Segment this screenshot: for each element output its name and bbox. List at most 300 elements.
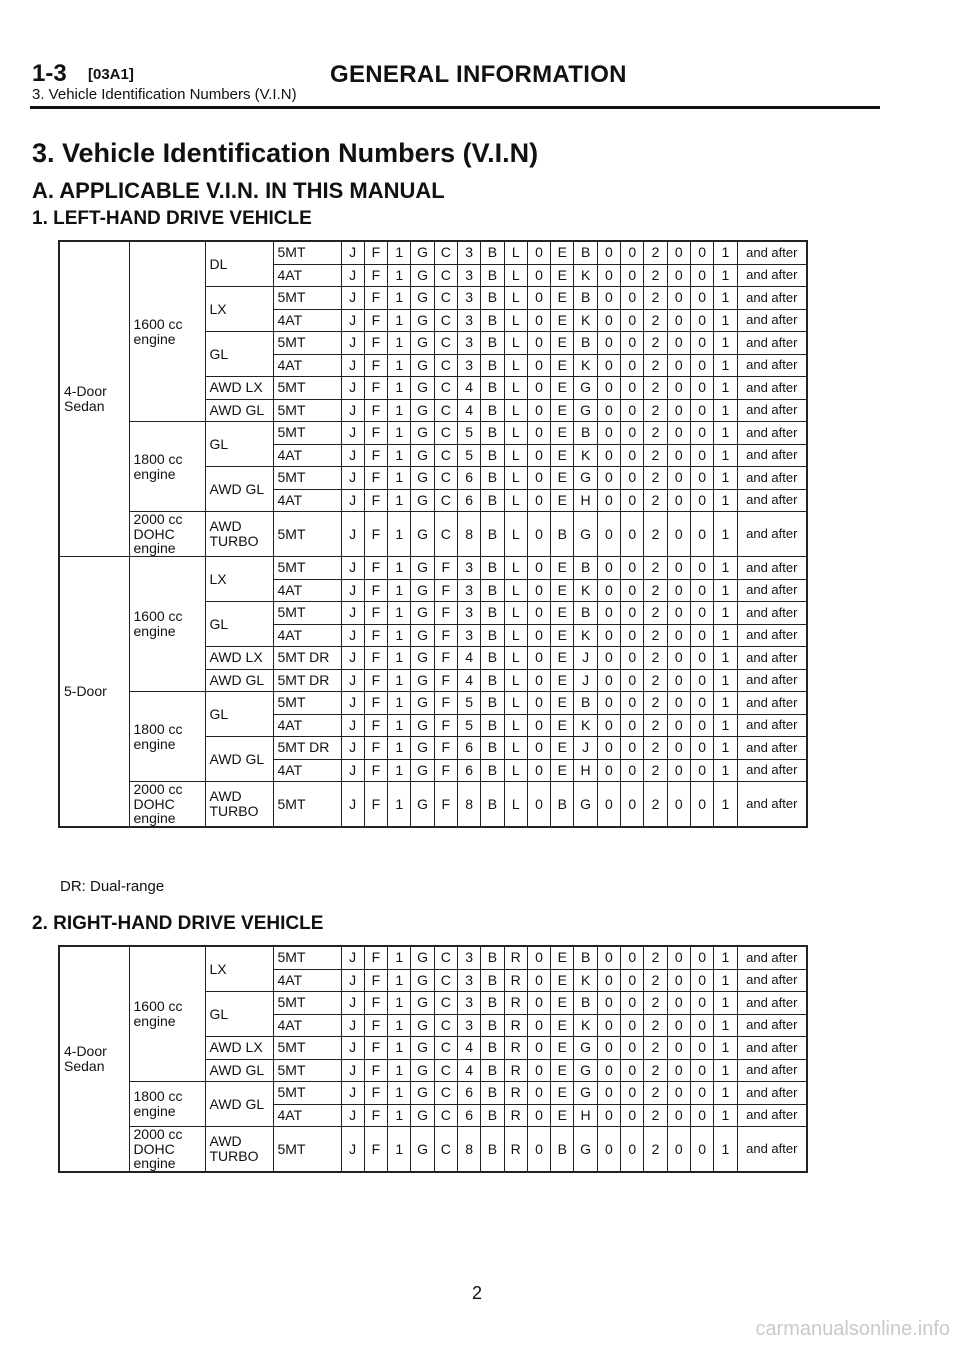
- vin-char-cell: F: [364, 737, 387, 760]
- vin-char-cell: B: [481, 467, 504, 490]
- vin-char-cell: 0: [527, 1059, 550, 1082]
- vin-char-cell: F: [364, 354, 387, 377]
- transmission-cell: 4AT: [273, 624, 341, 647]
- vin-char-cell: F: [434, 669, 457, 692]
- vin-char-cell: G: [574, 782, 597, 828]
- vin-char-cell: 2: [644, 946, 667, 969]
- engine-cell: 1800 cc engine: [129, 1082, 205, 1127]
- vin-char-cell: F: [364, 782, 387, 828]
- vin-char-cell: 0: [597, 714, 620, 737]
- vin-char-cell: F: [364, 332, 387, 355]
- serial-suffix-cell: and after: [737, 264, 807, 287]
- vin-char-cell: 0: [621, 512, 644, 557]
- vin-char-cell: 1: [714, 377, 737, 400]
- vin-char-cell: J: [341, 1059, 364, 1082]
- vin-char-cell: 3: [457, 241, 480, 264]
- vin-char-cell: B: [574, 992, 597, 1015]
- vin-char-cell: 4: [457, 647, 480, 670]
- vin-char-cell: 0: [597, 969, 620, 992]
- vin-char-cell: G: [411, 287, 434, 310]
- vin-char-cell: 1: [714, 264, 737, 287]
- vin-char-cell: 0: [597, 1082, 620, 1105]
- body-type-cell: 4-Door Sedan: [59, 241, 129, 557]
- vin-char-cell: 0: [597, 332, 620, 355]
- vin-char-cell: 0: [690, 946, 713, 969]
- vin-char-cell: 0: [690, 692, 713, 715]
- table-row: [59, 557, 807, 580]
- vin-char-cell: 0: [621, 377, 644, 400]
- vin-char-cell: F: [434, 782, 457, 828]
- vin-char-cell: 0: [621, 602, 644, 625]
- vin-char-cell: 1: [388, 332, 411, 355]
- vin-char-cell: 1: [714, 624, 737, 647]
- vin-char-cell: E: [551, 557, 574, 580]
- vin-char-cell: R: [504, 969, 527, 992]
- vin-char-cell: J: [341, 467, 364, 490]
- vin-char-cell: 0: [597, 309, 620, 332]
- transmission-cell: 4AT: [273, 309, 341, 332]
- model-cell: AWD TURBO: [205, 782, 273, 828]
- serial-suffix-cell: and after: [737, 579, 807, 602]
- vin-char-cell: J: [341, 422, 364, 445]
- table-row: [59, 1127, 807, 1173]
- vin-char-cell: 0: [690, 782, 713, 828]
- transmission-cell: 5MT: [273, 512, 341, 557]
- serial-suffix-cell: and after: [737, 1014, 807, 1037]
- vin-char-cell: G: [411, 1014, 434, 1037]
- vin-char-cell: F: [364, 1104, 387, 1127]
- vin-char-cell: F: [364, 669, 387, 692]
- vin-char-cell: 0: [597, 399, 620, 422]
- vin-char-cell: 0: [667, 1014, 690, 1037]
- vin-char-cell: 0: [621, 444, 644, 467]
- vin-char-cell: 0: [690, 602, 713, 625]
- vin-char-cell: E: [551, 287, 574, 310]
- vin-char-cell: F: [364, 1082, 387, 1105]
- transmission-cell: 5MT: [273, 467, 341, 490]
- dual-range-note: DR: Dual-range: [60, 878, 165, 895]
- vin-char-cell: 0: [667, 669, 690, 692]
- model-cell: AWD GL: [205, 399, 273, 422]
- vin-char-cell: C: [434, 1014, 457, 1037]
- vin-char-cell: E: [551, 332, 574, 355]
- vin-char-cell: E: [551, 692, 574, 715]
- vin-char-cell: C: [434, 1037, 457, 1060]
- vin-char-cell: 0: [527, 714, 550, 737]
- vin-char-cell: B: [481, 759, 504, 782]
- vin-char-cell: 0: [621, 714, 644, 737]
- vin-char-cell: 0: [597, 1104, 620, 1127]
- transmission-cell: 5MT: [273, 1082, 341, 1105]
- vin-char-cell: J: [341, 399, 364, 422]
- vin-char-cell: 0: [527, 354, 550, 377]
- vin-char-cell: L: [504, 422, 527, 445]
- vin-char-cell: 0: [621, 1014, 644, 1037]
- engine-cell: 1600 cc engine: [129, 946, 205, 1082]
- vin-char-cell: 0: [621, 1104, 644, 1127]
- model-cell: GL: [205, 692, 273, 737]
- vin-char-cell: C: [434, 512, 457, 557]
- vin-char-cell: 0: [667, 354, 690, 377]
- vin-char-cell: L: [504, 759, 527, 782]
- vin-char-cell: J: [341, 969, 364, 992]
- vin-char-cell: E: [551, 399, 574, 422]
- vin-char-cell: H: [574, 489, 597, 512]
- vin-char-cell: B: [481, 1082, 504, 1105]
- vin-char-cell: 5: [457, 714, 480, 737]
- vin-char-cell: 0: [597, 354, 620, 377]
- vin-char-cell: 0: [690, 647, 713, 670]
- vin-char-cell: 0: [690, 377, 713, 400]
- vin-char-cell: G: [411, 1059, 434, 1082]
- vin-char-cell: 1: [714, 1127, 737, 1173]
- vin-char-cell: B: [574, 332, 597, 355]
- vin-char-cell: 0: [527, 287, 550, 310]
- vin-char-cell: G: [574, 1059, 597, 1082]
- vin-char-cell: C: [434, 1059, 457, 1082]
- vin-char-cell: 1: [714, 1082, 737, 1105]
- vin-char-cell: F: [434, 557, 457, 580]
- vin-char-cell: J: [341, 1127, 364, 1173]
- vin-char-cell: 1: [388, 354, 411, 377]
- vin-char-cell: 0: [527, 782, 550, 828]
- vin-char-cell: 1: [714, 692, 737, 715]
- vin-char-cell: 1: [388, 737, 411, 760]
- vin-char-cell: 1: [714, 287, 737, 310]
- vin-char-cell: 0: [690, 241, 713, 264]
- transmission-cell: 4AT: [273, 264, 341, 287]
- vin-char-cell: 0: [690, 354, 713, 377]
- transmission-cell: 5MT: [273, 377, 341, 400]
- vin-char-cell: 0: [621, 399, 644, 422]
- serial-suffix-cell: and after: [737, 969, 807, 992]
- vin-char-cell: 2: [644, 714, 667, 737]
- vin-char-cell: B: [481, 1104, 504, 1127]
- vin-char-cell: B: [481, 624, 504, 647]
- vin-char-cell: 0: [527, 647, 550, 670]
- vin-char-cell: 1: [388, 444, 411, 467]
- vin-char-cell: F: [364, 512, 387, 557]
- vin-char-cell: 0: [667, 692, 690, 715]
- vin-char-cell: 1: [388, 377, 411, 400]
- vin-char-cell: K: [574, 714, 597, 737]
- vin-char-cell: 0: [690, 579, 713, 602]
- vin-char-cell: F: [364, 1014, 387, 1037]
- vin-char-cell: J: [341, 1104, 364, 1127]
- vin-char-cell: L: [504, 557, 527, 580]
- transmission-cell: 5MT: [273, 1059, 341, 1082]
- vin-char-cell: 2: [644, 512, 667, 557]
- vin-char-cell: 0: [690, 969, 713, 992]
- vin-char-cell: 0: [621, 467, 644, 490]
- vin-char-cell: 0: [621, 579, 644, 602]
- vin-char-cell: 0: [527, 241, 550, 264]
- serial-suffix-cell: and after: [737, 714, 807, 737]
- vin-char-cell: G: [411, 1037, 434, 1060]
- vin-char-cell: 1: [388, 692, 411, 715]
- vin-char-cell: 0: [527, 1014, 550, 1037]
- vin-char-cell: 0: [527, 1082, 550, 1105]
- vin-char-cell: 2: [644, 377, 667, 400]
- vin-char-cell: 0: [667, 309, 690, 332]
- vin-char-cell: F: [364, 759, 387, 782]
- vin-char-cell: G: [574, 1127, 597, 1173]
- vin-char-cell: 2: [644, 737, 667, 760]
- vin-char-cell: K: [574, 309, 597, 332]
- engine-cell: 1600 cc engine: [129, 241, 205, 422]
- transmission-cell: 4AT: [273, 1014, 341, 1037]
- rhd-heading: 2. RIGHT-HAND DRIVE VEHICLE: [32, 913, 324, 934]
- vin-char-cell: E: [551, 422, 574, 445]
- vin-char-cell: F: [364, 602, 387, 625]
- vin-char-cell: C: [434, 969, 457, 992]
- vin-char-cell: 0: [527, 444, 550, 467]
- vin-char-cell: G: [411, 354, 434, 377]
- vin-char-cell: C: [434, 992, 457, 1015]
- vin-char-cell: 0: [527, 969, 550, 992]
- vin-char-cell: 0: [690, 264, 713, 287]
- vin-char-cell: 1: [714, 1037, 737, 1060]
- vin-char-cell: F: [364, 946, 387, 969]
- vin-char-cell: 6: [457, 759, 480, 782]
- vin-char-cell: B: [481, 354, 504, 377]
- vin-char-cell: G: [574, 1082, 597, 1105]
- vin-char-cell: 0: [667, 377, 690, 400]
- vin-char-cell: E: [551, 309, 574, 332]
- vin-char-cell: 2: [644, 332, 667, 355]
- vin-char-cell: J: [341, 782, 364, 828]
- vin-char-cell: B: [574, 241, 597, 264]
- vin-char-cell: E: [551, 467, 574, 490]
- vin-char-cell: F: [364, 714, 387, 737]
- vin-char-cell: G: [411, 1127, 434, 1173]
- vin-char-cell: F: [364, 309, 387, 332]
- vin-char-cell: 2: [644, 557, 667, 580]
- vin-char-cell: 1: [388, 422, 411, 445]
- vin-char-cell: 0: [597, 467, 620, 490]
- vin-char-cell: G: [411, 692, 434, 715]
- vin-char-cell: 6: [457, 737, 480, 760]
- vin-char-cell: 6: [457, 1082, 480, 1105]
- vin-char-cell: L: [504, 309, 527, 332]
- vin-char-cell: 0: [621, 489, 644, 512]
- transmission-cell: 5MT: [273, 241, 341, 264]
- vin-char-cell: L: [504, 669, 527, 692]
- transmission-cell: 4AT: [273, 1104, 341, 1127]
- vin-char-cell: K: [574, 579, 597, 602]
- vin-char-cell: G: [411, 512, 434, 557]
- vin-char-cell: G: [411, 422, 434, 445]
- vin-char-cell: 1: [388, 264, 411, 287]
- vin-char-cell: 0: [621, 1127, 644, 1173]
- vin-char-cell: G: [411, 557, 434, 580]
- vin-char-cell: B: [574, 557, 597, 580]
- vin-char-cell: 0: [621, 264, 644, 287]
- vin-char-cell: G: [411, 647, 434, 670]
- vin-char-cell: F: [364, 264, 387, 287]
- vin-char-cell: B: [481, 557, 504, 580]
- vin-char-cell: C: [434, 1082, 457, 1105]
- vin-char-cell: 3: [457, 946, 480, 969]
- vin-char-cell: G: [411, 1082, 434, 1105]
- engine-cell: 1800 cc engine: [129, 422, 205, 512]
- vin-char-cell: B: [481, 332, 504, 355]
- vin-char-cell: 3: [457, 332, 480, 355]
- vin-char-cell: F: [364, 992, 387, 1015]
- vin-char-cell: L: [504, 264, 527, 287]
- table-row: [59, 692, 807, 715]
- transmission-cell: 5MT: [273, 692, 341, 715]
- vin-char-cell: 2: [644, 692, 667, 715]
- serial-suffix-cell: and after: [737, 557, 807, 580]
- transmission-cell: 5MT: [273, 399, 341, 422]
- vin-char-cell: 0: [667, 1037, 690, 1060]
- model-cell: AWD GL: [205, 1082, 273, 1127]
- vin-char-cell: 2: [644, 669, 667, 692]
- vin-char-cell: J: [341, 1014, 364, 1037]
- vin-char-cell: G: [411, 377, 434, 400]
- serial-suffix-cell: and after: [737, 624, 807, 647]
- vin-char-cell: 2: [644, 399, 667, 422]
- vin-char-cell: 0: [597, 782, 620, 828]
- vin-char-cell: 0: [527, 602, 550, 625]
- vin-char-cell: B: [574, 287, 597, 310]
- vin-char-cell: 0: [597, 287, 620, 310]
- vin-char-cell: E: [551, 946, 574, 969]
- vin-char-cell: 2: [644, 759, 667, 782]
- vin-char-cell: F: [434, 579, 457, 602]
- vin-char-cell: 1: [714, 669, 737, 692]
- vin-char-cell: 0: [690, 512, 713, 557]
- vin-char-cell: 6: [457, 467, 480, 490]
- vin-char-cell: E: [551, 1059, 574, 1082]
- vin-char-cell: J: [341, 946, 364, 969]
- vin-char-cell: 0: [690, 714, 713, 737]
- vin-char-cell: C: [434, 1127, 457, 1173]
- model-cell: GL: [205, 332, 273, 377]
- vin-char-cell: B: [481, 241, 504, 264]
- vin-char-cell: 0: [597, 489, 620, 512]
- vin-char-cell: J: [341, 602, 364, 625]
- vin-char-cell: 0: [667, 1127, 690, 1173]
- model-cell: GL: [205, 422, 273, 467]
- vin-char-cell: J: [341, 444, 364, 467]
- vin-char-cell: L: [504, 377, 527, 400]
- transmission-cell: 5MT: [273, 287, 341, 310]
- vin-char-cell: 0: [527, 992, 550, 1015]
- transmission-cell: 5MT DR: [273, 669, 341, 692]
- vin-char-cell: 0: [527, 1127, 550, 1173]
- vin-char-cell: 1: [714, 602, 737, 625]
- vin-char-cell: 0: [527, 512, 550, 557]
- vin-char-cell: 1: [714, 489, 737, 512]
- vin-char-cell: J: [341, 1082, 364, 1105]
- vin-char-cell: J: [341, 669, 364, 692]
- vin-char-cell: 2: [644, 1014, 667, 1037]
- vin-char-cell: C: [434, 946, 457, 969]
- vin-char-cell: 0: [690, 1104, 713, 1127]
- vin-char-cell: 1: [388, 714, 411, 737]
- model-cell: AWD TURBO: [205, 1127, 273, 1173]
- vin-char-cell: 0: [667, 399, 690, 422]
- vin-char-cell: 8: [457, 1127, 480, 1173]
- vin-char-cell: 0: [667, 1104, 690, 1127]
- vin-char-cell: 0: [597, 602, 620, 625]
- vin-char-cell: 0: [597, 422, 620, 445]
- vin-char-cell: R: [504, 946, 527, 969]
- vin-char-cell: F: [364, 377, 387, 400]
- vin-char-cell: R: [504, 1104, 527, 1127]
- rhd-vin-table: [58, 945, 808, 1173]
- vin-char-cell: J: [341, 332, 364, 355]
- vin-char-cell: J: [341, 264, 364, 287]
- vin-char-cell: E: [551, 602, 574, 625]
- vin-char-cell: 0: [667, 512, 690, 557]
- vin-char-cell: L: [504, 737, 527, 760]
- transmission-cell: 4AT: [273, 489, 341, 512]
- vin-char-cell: 5: [457, 444, 480, 467]
- serial-suffix-cell: and after: [737, 399, 807, 422]
- vin-char-cell: 0: [667, 647, 690, 670]
- transmission-cell: 5MT: [273, 992, 341, 1015]
- vin-char-cell: 1: [388, 512, 411, 557]
- vin-char-cell: 0: [667, 782, 690, 828]
- vin-char-cell: B: [481, 737, 504, 760]
- vin-char-cell: 0: [621, 782, 644, 828]
- vin-char-cell: B: [481, 1037, 504, 1060]
- vin-char-cell: 0: [690, 422, 713, 445]
- transmission-cell: 5MT: [273, 782, 341, 828]
- vin-char-cell: B: [574, 692, 597, 715]
- vin-char-cell: 0: [527, 377, 550, 400]
- serial-suffix-cell: and after: [737, 444, 807, 467]
- vin-char-cell: 1: [714, 782, 737, 828]
- vin-char-cell: 1: [388, 782, 411, 828]
- vin-char-cell: G: [574, 512, 597, 557]
- vin-char-cell: J: [341, 737, 364, 760]
- vin-char-cell: F: [364, 422, 387, 445]
- serial-suffix-cell: and after: [737, 241, 807, 264]
- vin-char-cell: 0: [667, 946, 690, 969]
- vin-char-cell: B: [481, 782, 504, 828]
- model-cell: DL: [205, 241, 273, 287]
- transmission-cell: 5MT: [273, 1127, 341, 1173]
- serial-suffix-cell: and after: [737, 512, 807, 557]
- vin-char-cell: F: [364, 241, 387, 264]
- vin-char-cell: L: [504, 444, 527, 467]
- watermark: carmanualsonline.info: [755, 1318, 950, 1340]
- serial-suffix-cell: and after: [737, 309, 807, 332]
- vin-char-cell: B: [551, 1127, 574, 1173]
- subheading: A. APPLICABLE V.I.N. IN THIS MANUAL: [32, 178, 445, 203]
- vin-char-cell: 1: [714, 647, 737, 670]
- vin-char-cell: G: [574, 377, 597, 400]
- vin-char-cell: B: [481, 1059, 504, 1082]
- vin-char-cell: L: [504, 602, 527, 625]
- vin-char-cell: 1: [714, 444, 737, 467]
- vin-char-cell: E: [551, 737, 574, 760]
- vin-char-cell: F: [434, 647, 457, 670]
- vin-char-cell: 0: [621, 1082, 644, 1105]
- vin-char-cell: 1: [714, 354, 737, 377]
- vin-char-cell: 2: [644, 1127, 667, 1173]
- vin-char-cell: L: [504, 512, 527, 557]
- vin-char-cell: 0: [597, 624, 620, 647]
- vin-char-cell: 0: [621, 309, 644, 332]
- vin-char-cell: 3: [457, 579, 480, 602]
- vin-char-cell: C: [434, 399, 457, 422]
- serial-suffix-cell: and after: [737, 1104, 807, 1127]
